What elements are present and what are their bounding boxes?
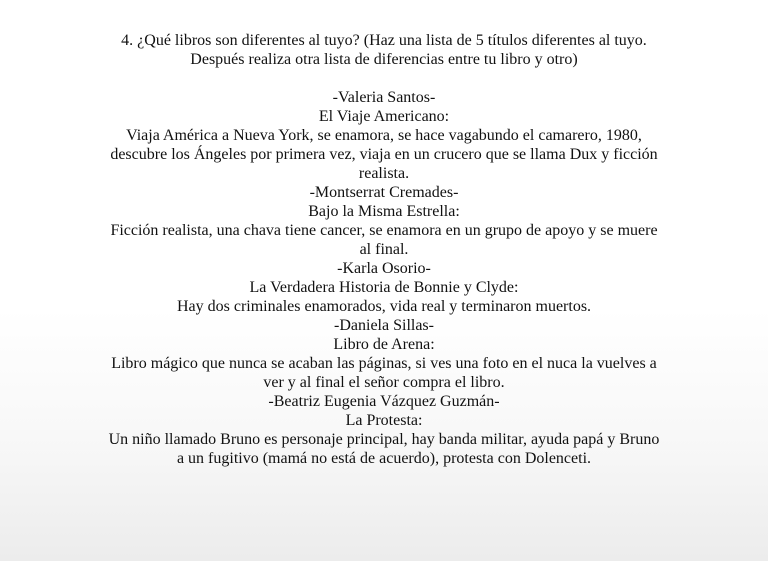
- question-text: 4. ¿Qué libros son diferentes al tuyo? (Haz una lista de 5 títulos diferentes al tuyo. Después realiza otra lista de diferencias entre tu libro y otro): [121, 32, 647, 68]
- entry-beatriz-vazquez: [104, 392, 664, 468]
- entry-daniela-sillas: [104, 316, 664, 392]
- entry-author: -Beatriz Eugenia Vázquez Guzmán-: [268, 393, 500, 410]
- entry-book-title: El Viaje Americano:: [318, 108, 450, 125]
- entry-author: -Daniela Sillas-: [334, 317, 434, 334]
- entry-author: -Valeria Santos-: [332, 89, 436, 106]
- entry-karla-osorio: [104, 259, 664, 316]
- entry-author: -Karla Osorio-: [337, 260, 431, 277]
- entries-list: [104, 88, 664, 468]
- entry-book-title: Libro de Arena:: [333, 336, 435, 353]
- entry-montserrat-cremades: [104, 183, 664, 259]
- entry-book-title: La Protesta:: [345, 412, 423, 429]
- entry-description: Ficción realista, una chava tiene cancer, se enamora en un grupo de apoyo y se muere al final.: [110, 222, 658, 258]
- entry-description: Viaja América a Nueva York, se enamora, se hace vagabundo el camarero, 1980, descubre los Ángeles por primera vez, viaja en un crucero que se llama Dux y ficción realista.: [110, 127, 658, 182]
- entry-description: Hay dos criminales enamorados, vida real y terminaron muertos.: [176, 298, 592, 315]
- entry-valeria-santos: [104, 88, 664, 183]
- entry-book-title: La Verdadera Historia de Bonnie y Clyde:: [249, 279, 519, 296]
- entry-description: Un niño llamado Bruno es personaje principal, hay banda militar, ayuda papá y Bruno a un fugitivo (mamá no está de acuerdo), protesta con Dolenceti.: [108, 431, 660, 467]
- entry-author: -Montserrat Cremades-: [309, 184, 459, 201]
- entry-description: Libro mágico que nunca se acaban las páginas, si ves una foto en el nuca la vuelves a ver y al final el señor compra el libro.: [111, 355, 657, 391]
- entry-book-title: Bajo la Misma Estrella:: [308, 203, 460, 220]
